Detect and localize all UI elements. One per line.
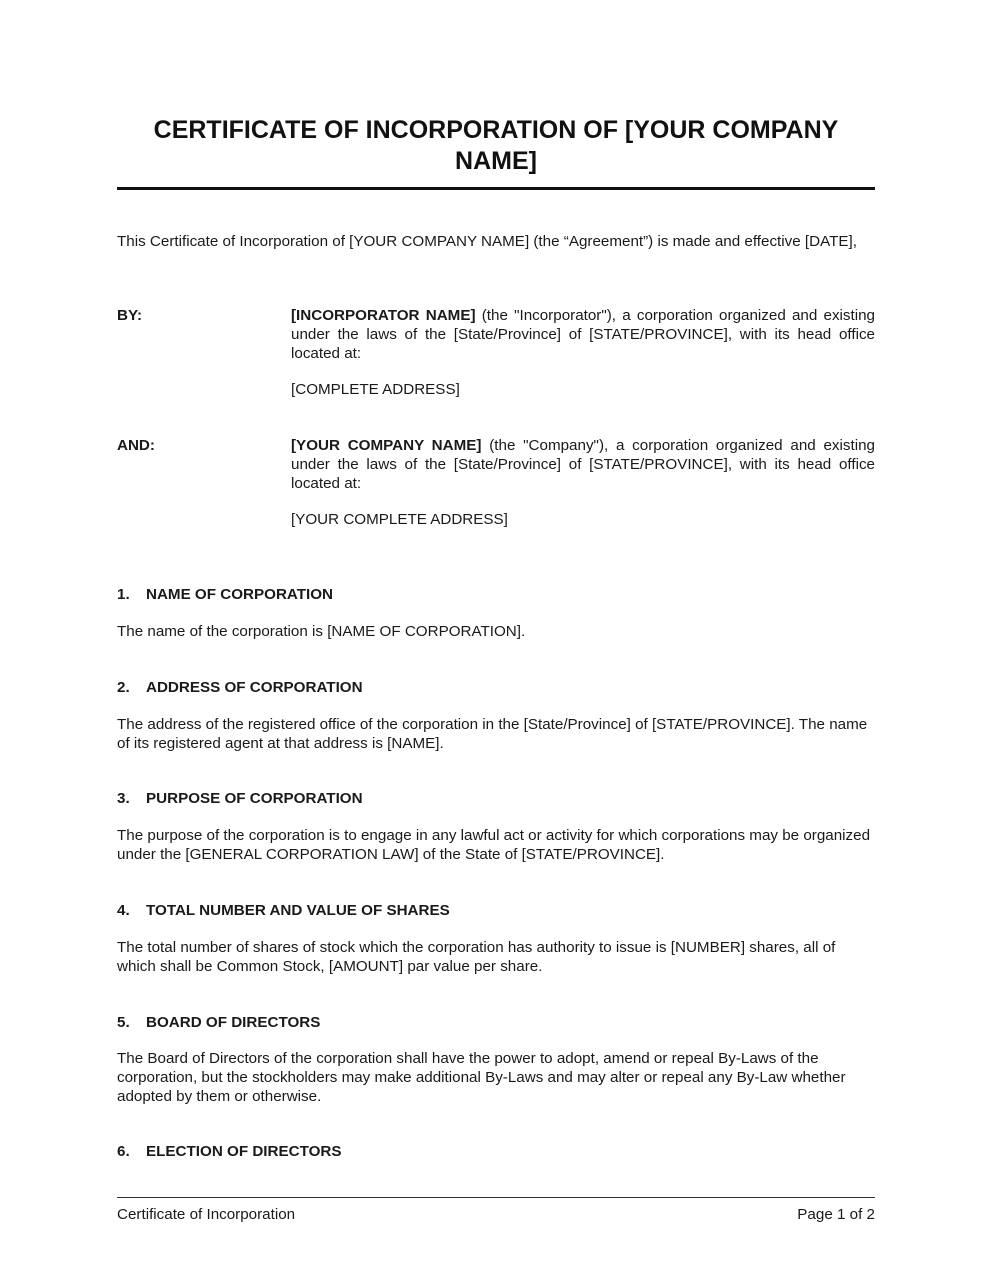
section-1-body: The name of the corporation is [NAME OF CORPORATION].: [117, 623, 526, 640]
section-6-title: ELECTION OF DIRECTORS: [146, 1143, 342, 1160]
party-and-text: [291, 436, 875, 493]
section-5-title: BOARD OF DIRECTORS: [146, 1014, 321, 1031]
party-and-address: [YOUR COMPLETE ADDRESS]: [291, 511, 508, 528]
party-by-name: [INCORPORATOR NAME]: [291, 307, 476, 324]
footer-document-name: Certificate of Incorporation: [117, 1206, 296, 1223]
party-by-description: (the "Incorporator"), a corporation organized and existing under the laws of the [State/Province] of [STATE/PROVINCE], with its head office located at:: [291, 307, 875, 362]
party-and-label: AND:: [117, 437, 155, 454]
footer-divider: [117, 1197, 875, 1198]
section-5-body: The Board of Directors of the corporation shall have the power to adopt, amend or repeal By-Laws of the corporation, but the stockholders may make additional By-Laws and may alter or repeal any By-Law whether adopted by them or otherwise.: [117, 1050, 846, 1105]
section-1-number: 1.: [117, 586, 130, 603]
section-3-heading: [117, 789, 363, 808]
party-by-address: [COMPLETE ADDRESS]: [291, 381, 460, 398]
section-2-number: 2.: [117, 679, 130, 696]
section-3-number: 3.: [117, 790, 130, 807]
section-3-title: PURPOSE OF CORPORATION: [146, 790, 363, 807]
section-1-title: NAME OF CORPORATION: [146, 586, 334, 603]
section-3-body: The purpose of the corporation is to engage in any lawful act or activity for which corporations may be organized under the [GENERAL CORPORATION LAW] of the State of [STATE/PROVINCE].: [117, 827, 871, 863]
section-2-body: The address of the registered office of the corporation in the [State/Province] of [STATE/PROVINCE]. The name of its registered agent at that address is [NAME].: [117, 716, 868, 752]
document-title: CERTIFICATE OF INCORPORATION OF [YOUR COMPANY NAME]: [153, 116, 839, 175]
intro-paragraph: This Certificate of Incorporation of [YOUR COMPANY NAME] (the “Agreement”) is made and effective [DATE],: [117, 233, 857, 250]
party-by-text: [291, 306, 875, 363]
section-4-number: 4.: [117, 902, 130, 919]
title-divider: [117, 187, 875, 190]
section-2-title: ADDRESS OF CORPORATION: [146, 679, 363, 696]
footer-page-number: Page 1 of 2: [797, 1206, 875, 1223]
section-4-body: The total number of shares of stock which the corporation has authority to issue is [NUMBER] shares, all of which shall be Common Stock, [AMOUNT] par value per share.: [117, 939, 836, 975]
section-6-number: 6.: [117, 1143, 130, 1160]
party-and-name: [YOUR COMPANY NAME]: [291, 437, 482, 454]
section-2-heading: [117, 678, 363, 697]
section-4-title: TOTAL NUMBER AND VALUE OF SHARES: [146, 902, 450, 919]
party-by-label: BY:: [117, 307, 143, 324]
section-5-heading: [117, 1013, 320, 1032]
section-1-heading: [117, 585, 333, 604]
section-5-number: 5.: [117, 1014, 130, 1031]
section-6-heading: [117, 1142, 341, 1161]
party-and-description: (the "Company"), a corporation organized and existing under the laws of the [State/Province] of [STATE/PROVINCE], with its head office located at:: [291, 437, 875, 492]
section-4-heading: [117, 901, 450, 920]
